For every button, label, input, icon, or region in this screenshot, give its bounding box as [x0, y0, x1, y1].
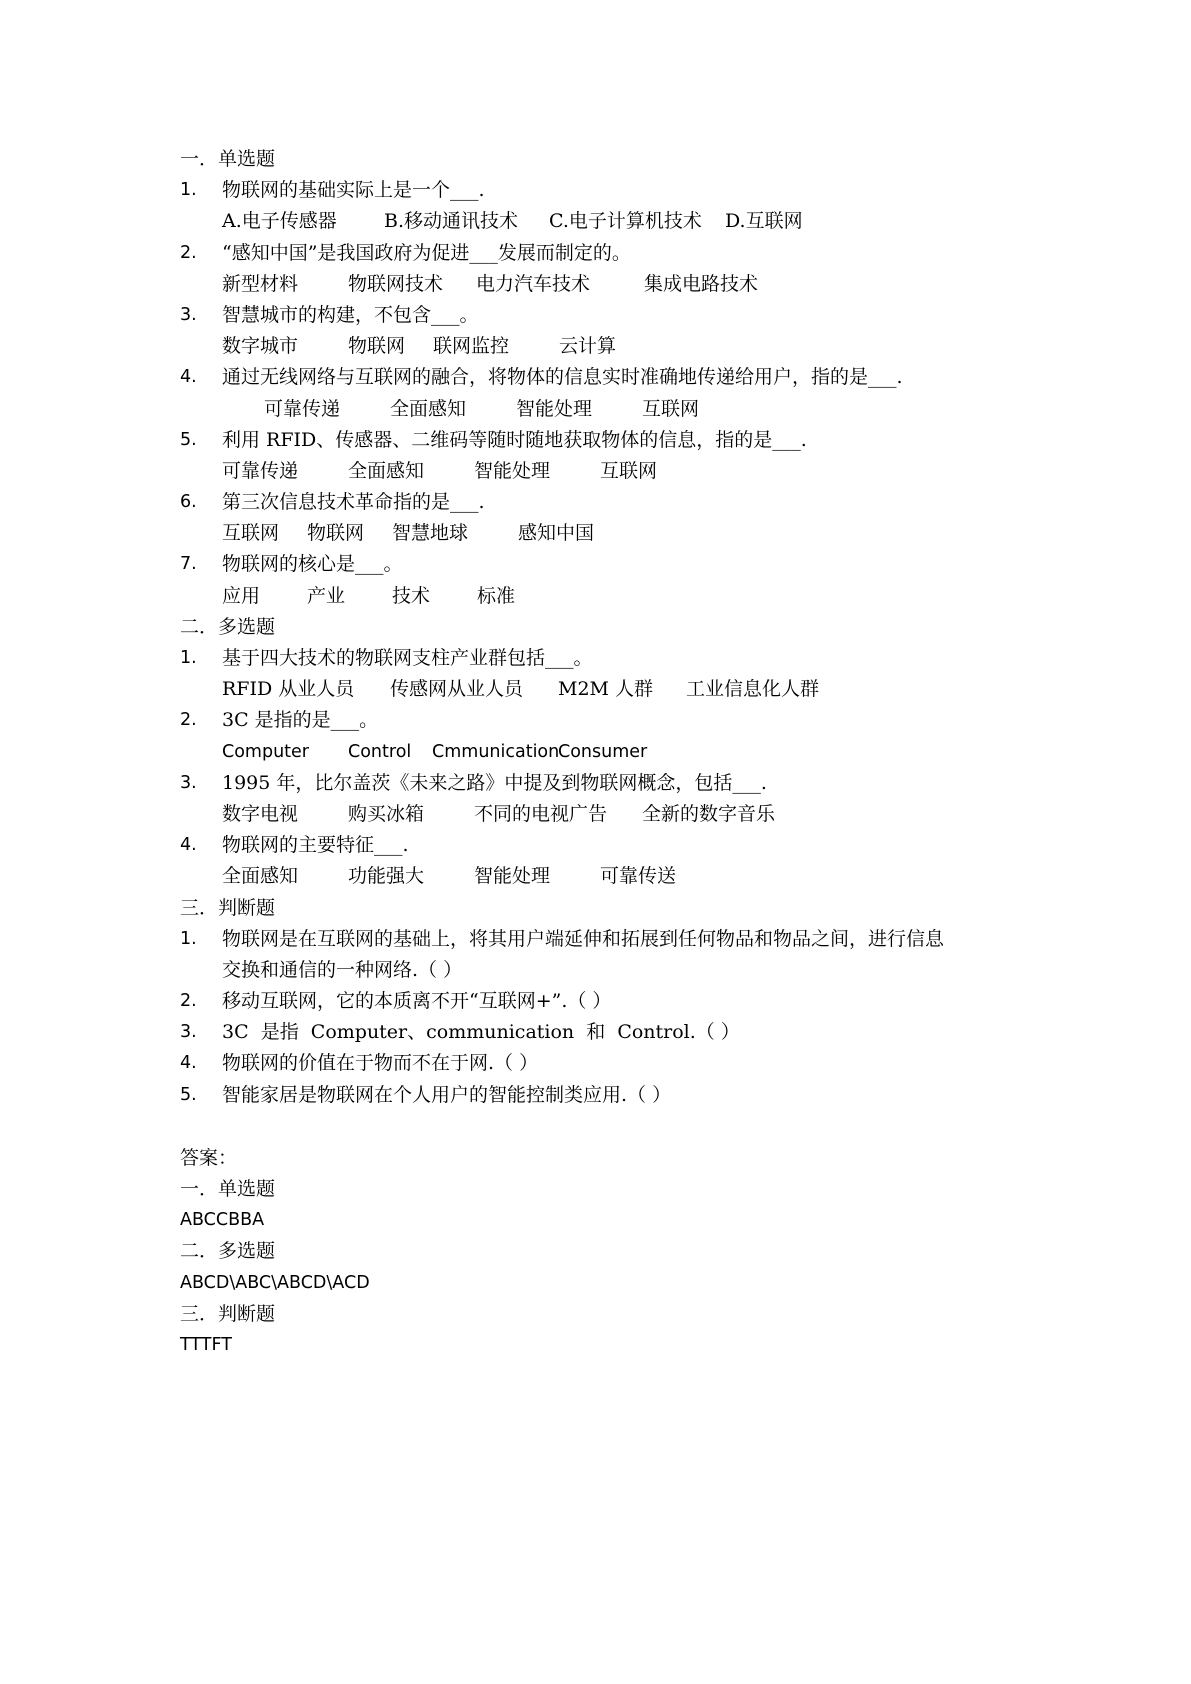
- question-text: 物联网的价值在于物而不在于网.（ ）: [222, 1052, 539, 1075]
- question-text: 利用 RFID、传感器、二维码等随时随地获取物体的信息，指的是___.: [222, 428, 807, 451]
- question-multi-4: [180, 830, 1060, 861]
- option-c: 智能处理: [474, 865, 551, 888]
- option-b: 购买冰箱: [348, 802, 425, 825]
- option-a: 数字城市: [222, 335, 299, 358]
- option-d: 可靠传送: [600, 865, 677, 888]
- question-text: 3C 是指的是___。: [222, 709, 379, 732]
- section-heading-judge: 三．判断题: [180, 896, 276, 919]
- option-d: Consumer: [558, 741, 648, 762]
- options-single-3: [180, 331, 1060, 362]
- question-text: 智能家居是物联网在个人用户的智能控制类应用.（ ）: [222, 1083, 672, 1106]
- question-number: 1.: [180, 180, 197, 201]
- question-number: 5.: [180, 1084, 197, 1105]
- question-text: 智慧城市的构建，不包含___。: [222, 303, 479, 326]
- option-d: 感知中国: [518, 522, 595, 545]
- option-c: M2M 人群: [558, 678, 654, 701]
- option-d: 标准: [477, 584, 516, 607]
- question-number: 5.: [180, 429, 197, 450]
- question-judge-1-continued: [180, 955, 1060, 986]
- question-multi-2: [180, 705, 1060, 736]
- option-b: 传感网从业人员: [390, 678, 524, 701]
- question-number: 3.: [180, 1022, 197, 1043]
- question-number: 2.: [180, 242, 197, 263]
- document-content: [180, 144, 1060, 1361]
- option-c: 智慧地球: [392, 522, 469, 545]
- question-multi-3: [180, 768, 1060, 799]
- option-d: 集成电路技术: [644, 272, 759, 295]
- question-text: 3C 是指 Computer、communication 和 Control.（ ）: [222, 1021, 740, 1044]
- options-single-6: [180, 518, 1060, 549]
- section-heading-multi: 二．多选题: [180, 615, 276, 638]
- option-b: B.移动通讯技术: [384, 210, 519, 233]
- option-a: RFID 从业人员: [222, 678, 355, 701]
- option-a: 可靠传递: [222, 459, 299, 482]
- question-judge-2: [180, 986, 1060, 1017]
- option-b: 物联网: [307, 522, 365, 545]
- option-b: 功能强大: [348, 865, 425, 888]
- question-number: 3.: [180, 304, 197, 325]
- option-c: 联网监控: [433, 335, 510, 358]
- option-a: 可靠传递: [264, 397, 341, 420]
- question-number: 2.: [180, 710, 197, 731]
- option-c: 技术: [392, 584, 431, 607]
- option-d: 全新的数字音乐: [642, 802, 776, 825]
- option-a: 新型材料: [222, 272, 299, 295]
- option-a: 应用: [222, 584, 261, 607]
- question-number: 1.: [180, 928, 197, 949]
- question-single-7: [180, 549, 1060, 580]
- option-c: 智能处理: [474, 459, 551, 482]
- question-number: 6.: [180, 492, 197, 513]
- question-single-6: [180, 487, 1060, 518]
- question-text: 第三次信息技术革命指的是___.: [222, 491, 485, 514]
- options-single-1: [180, 206, 1060, 237]
- question-text: 物联网的基础实际上是一个___.: [222, 179, 485, 202]
- options-single-7: [180, 581, 1060, 612]
- option-b: 物联网: [348, 335, 406, 358]
- question-number: 2.: [180, 991, 197, 1012]
- question-number: 4.: [180, 367, 197, 388]
- question-text: 物联网的核心是___。: [222, 553, 403, 576]
- option-a: 全面感知: [222, 865, 299, 888]
- question-number: 3.: [180, 772, 197, 793]
- question-judge-5: [180, 1080, 1060, 1111]
- option-a: A.电子传感器: [222, 210, 337, 233]
- option-d: D.互联网: [725, 210, 803, 233]
- question-text: 1995 年，比尔盖茨《未来之路》中提及到物联网概念，包括___.: [222, 771, 767, 794]
- question-text: 基于四大技术的物联网支柱产业群包括___。: [222, 647, 593, 669]
- answers-heading-multi: 二．多选题: [180, 1240, 276, 1263]
- options-single-4: [180, 394, 1060, 425]
- option-d: 互联网: [642, 397, 700, 420]
- question-single-3: [180, 300, 1060, 331]
- option-b: Control: [348, 741, 412, 762]
- option-d: 互联网: [600, 459, 658, 482]
- answers-heading-single: 一．单选题: [180, 1178, 276, 1200]
- option-c: C.电子计算机技术: [549, 210, 702, 233]
- option-a: 互联网: [222, 522, 280, 545]
- question-text: 移动互联网，它的本质离不开“互联网+”.（ ）: [222, 990, 612, 1013]
- question-number: 1.: [180, 648, 197, 668]
- question-number: 4.: [180, 835, 197, 856]
- option-c: 电力汽车技术: [476, 272, 591, 295]
- answers-heading-judge: 三．判断题: [180, 1302, 276, 1325]
- question-text: 物联网的主要特征___.: [222, 834, 409, 857]
- question-judge-3: [180, 1017, 1060, 1048]
- question-single-4: [180, 362, 1060, 393]
- option-d: 云计算: [559, 335, 617, 358]
- question-text: 通过无线网络与互联网的融合，将物体的信息实时准确地传递给用户，指的是___.: [222, 366, 903, 389]
- option-b: 全面感知: [348, 459, 425, 482]
- option-b: 物联网技术: [348, 272, 444, 295]
- question-single-1: [180, 175, 1060, 206]
- options-multi-4: [180, 861, 1060, 892]
- options-multi-1: [180, 674, 1060, 705]
- question-text-line2: 交换和通信的一种网络.（ ）: [222, 958, 463, 981]
- option-c: 不同的电视广告: [474, 802, 608, 825]
- spacer: [180, 1111, 1060, 1143]
- option-d: 工业信息化人群: [686, 678, 820, 701]
- question-judge-4: [180, 1048, 1060, 1079]
- answers-multi-value: ABCD\ABC\ABCD\ACD: [180, 1272, 370, 1293]
- option-c: Cmmunication: [432, 741, 560, 762]
- option-b: 产业: [307, 584, 346, 607]
- question-single-5: [180, 425, 1060, 456]
- option-a: Computer: [222, 741, 309, 762]
- section-heading-single: 一．单选题: [180, 148, 276, 170]
- question-judge-1: [180, 924, 1060, 955]
- question-number: 7.: [180, 554, 197, 575]
- answers-single-value: ABCCBBA: [180, 1210, 265, 1231]
- options-multi-2: [180, 737, 1060, 768]
- question-text: “感知中国”是我国政府为促进___发展而制定的。: [222, 241, 631, 264]
- answers-judge-value: TTTFT: [180, 1334, 232, 1355]
- options-single-5: [180, 456, 1060, 487]
- question-text-line1: 物联网是在互联网的基础上，将其用户端延伸和拓展到任何物品和物品之间，进行信息: [222, 927, 945, 950]
- options-single-2: [180, 269, 1060, 300]
- options-multi-3: [180, 799, 1060, 830]
- question-number: 4.: [180, 1053, 197, 1074]
- option-c: 智能处理: [516, 397, 593, 420]
- option-a: 数字电视: [222, 802, 299, 825]
- question-single-2: [180, 238, 1060, 269]
- answers-title: 答案：: [180, 1146, 238, 1169]
- option-b: 全面感知: [390, 397, 467, 420]
- question-multi-1: [180, 643, 1060, 674]
